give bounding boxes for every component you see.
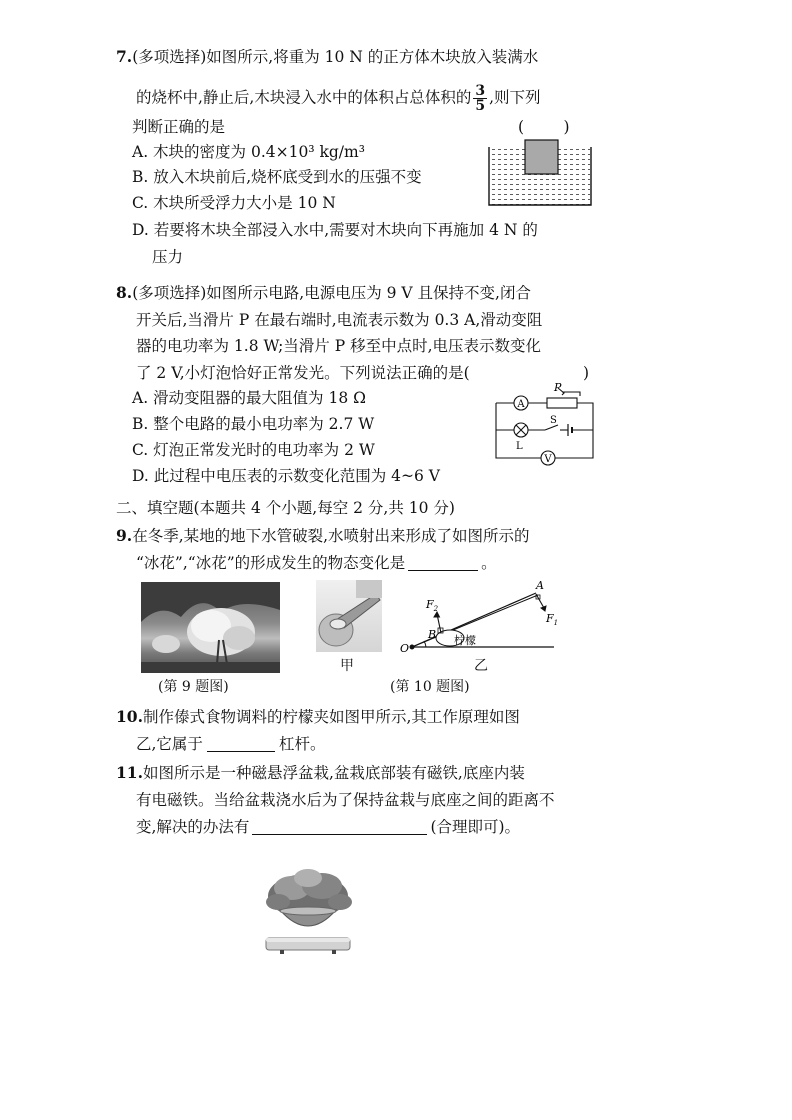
svg-text:V: V <box>544 454 552 465</box>
q10-line2: 乙,它属于 杠杆。 <box>136 735 326 753</box>
svg-text:A: A <box>517 399 525 410</box>
svg-text:S: S <box>550 415 557 426</box>
q8-line3: 器的电功率为 1.8 W;当滑片 P 移至中点时,电压表示数变化 <box>136 337 542 355</box>
q11-line3: 变,解决的办法有 (合理即可)。 <box>136 818 521 836</box>
q11-line1: 11.如图所示是一种磁悬浮盆栽,盆栽底部装有磁铁,底座内装 <box>116 763 525 782</box>
q10-number: 10. <box>116 707 143 726</box>
q8-line2: 开关后,当滑片 P 在最右端时,电流表示数为 0.3 A,滑动变阻 <box>136 311 543 329</box>
maglev-bonsai-figure <box>258 866 358 958</box>
ice-flower-photo <box>141 582 280 673</box>
q9-line2: “冰花”,“冰花”的形成发生的物态变化是 。 <box>136 554 497 572</box>
q8-option-c: C. 灯泡正常发光时的电功率为 2 W <box>132 441 375 459</box>
section-2-heading: 二、填空题(本题共 4 个小题,每空 2 分,共 10 分) <box>116 499 455 517</box>
q8-option-d: D. 此过程中电压表的示数变化范围为 4~6 V <box>132 467 440 485</box>
q10-line1: 10.制作傣式食物调料的柠檬夹如图甲所示,其工作原理如图 <box>116 707 520 726</box>
q7-option-a: A. 木块的密度为 0.4×10³ kg/m³ <box>132 143 365 161</box>
lemon-squeezer-photo <box>316 580 382 652</box>
q7-line2: 的烧杯中,静止后,木块浸入水中的体积占总体积的 $\frac{3}{5}$ ,则下列 <box>136 83 541 114</box>
q7-number: 7. <box>116 47 133 66</box>
q9-figure-caption: (第 9 题图) <box>158 679 229 695</box>
q9-line1: 9.在冬季,某地的地下水管破裂,水喷射出来形成了如图所示的 <box>116 526 530 545</box>
q7-beaker-figure <box>486 137 596 207</box>
svg-text:A: A <box>536 579 544 592</box>
q8-line1: 8.(多项选择)如图所示电路,电源电压为 9 V 且保持不变,闭合 <box>116 283 531 302</box>
q7-line3: 判断正确的是 <box>132 118 226 136</box>
fig10-label-yi: 乙 <box>474 658 488 674</box>
q8-answer-paren-end: ) <box>583 364 590 382</box>
q8-option-a: A. 滑动变阻器的最大阻值为 18 Ω <box>132 389 366 407</box>
q7-option-d-line2: 压力 <box>152 248 184 266</box>
svg-text:F2: $F_2$ <box>426 598 439 613</box>
pivot-point <box>410 645 414 649</box>
q8-number: 8. <box>116 283 133 302</box>
q7-answer-paren: ( ) <box>518 118 570 136</box>
q8-line4: 了 2 V,小灯泡恰好正常发光。下列说法正确的是( <box>136 364 470 382</box>
q11-answer-blank[interactable] <box>252 818 427 835</box>
q8-option-b: B. 整个电路的最小电功率为 2.7 W <box>132 415 375 433</box>
q7-option-d-line1: D. 若要将木块全部浸入水中,需要对木块向下再施加 4 N 的 <box>132 221 538 239</box>
svg-text:B: B <box>428 628 437 641</box>
q10-answer-blank[interactable] <box>207 735 275 752</box>
rheostat-symbol <box>547 398 577 408</box>
q7-option-b: B. 放入木块前后,烧杯底受到水的压强不变 <box>132 168 422 186</box>
svg-text:L: L <box>516 441 523 452</box>
q7-fraction: $\frac{3}{5}$ <box>475 83 486 114</box>
q9-number: 9. <box>116 526 133 545</box>
svg-text:O: O <box>400 642 410 655</box>
q7-line1: 7.(多项选择)如图所示,将重为 10 N 的正方体木块放入装满水 <box>116 47 539 66</box>
fig10-caption: (第 10 题图) <box>390 679 470 695</box>
q8-circuit-figure <box>490 383 600 473</box>
svg-text:F1: $F_1$ <box>546 612 559 627</box>
svg-text:柠檬: 柠檬 <box>454 634 476 647</box>
svg-text:P: P <box>554 381 562 394</box>
q11-number: 11. <box>116 763 143 782</box>
wood-block <box>525 140 558 174</box>
fig10-label-jia: 甲 <box>340 658 354 674</box>
q11-line2: 有电磁铁。当给盆栽浇水后为了保持盆栽与底座之间的距离不 <box>136 791 555 809</box>
q9-answer-blank[interactable] <box>408 554 478 571</box>
q7-option-c: C. 木块所受浮力大小是 10 N <box>132 194 336 212</box>
